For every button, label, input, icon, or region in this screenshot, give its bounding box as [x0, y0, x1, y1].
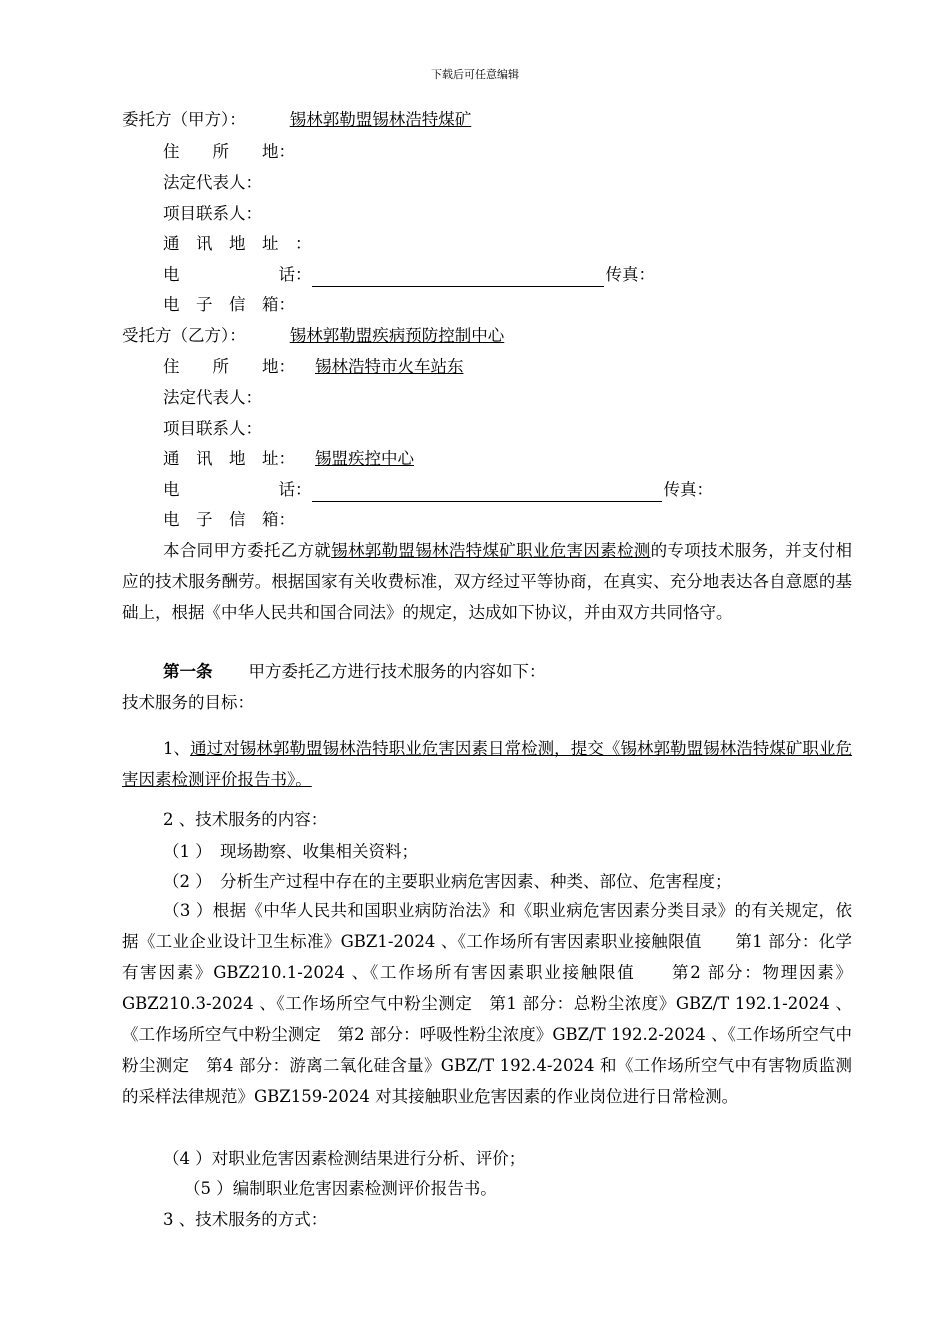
party-a-mail-label: 通 讯 地 址 ： — [163, 234, 312, 253]
party-a-phone-line — [163, 263, 655, 287]
page-header: 下载后可任意编辑 — [431, 68, 519, 81]
content-item-5: （5 ）编制职业危害因素检测评价报告书。 — [184, 1179, 497, 1198]
intro-paragraph: 本合同甲方委托乙方就锡林郭勒盟锡林浩特煤矿职业危害因素检测的专项技术服务，并支付相应的技术服务酬劳。根据国家有关收费标准，双方经过平等协商，在真实、充分地表达各自意愿的基础上，根据《中华人民共和国合同法》的规定，达成如下协议，并由双方共同恪守。 — [122, 541, 852, 622]
party-a-legal-rep-label: 法定代表人： — [163, 173, 262, 192]
method-label: 3 、技术服务的方式： — [163, 1210, 328, 1229]
party-b-line — [122, 324, 504, 348]
content-item-4: （4 ）对职业危害因素检测结果进行分析、评价； — [163, 1149, 526, 1168]
party-b-mail-label: 通 讯 地 址： — [163, 449, 295, 468]
party-b-mail: 锡盟疾控中心 — [315, 449, 414, 468]
goal-1: 1、通过对锡林郭勒盟锡林浩特职业危害因素日常检测，提交《锡林郭勒盟锡林浩特煤矿职业危害因素检测评价报告书》。 — [122, 739, 853, 789]
article-1-text: 甲方委托乙方进行技术服务的内容如下： — [248, 662, 546, 681]
party-a-contact-label: 项目联系人： — [163, 204, 262, 223]
content-label: 2 、技术服务的内容： — [163, 810, 328, 829]
content-item-1: （1 ） 现场勘察、收集相关资料； — [163, 842, 418, 861]
party-b-fax-label: 传真： — [663, 480, 713, 499]
party-a-fax-label: 传真： — [605, 265, 655, 284]
party-b-mail-line — [163, 447, 414, 471]
party-a-phone-blank — [312, 268, 604, 287]
article-1-heading: 第一条 — [163, 662, 213, 681]
party-b-phone-label: 电 话： — [163, 480, 312, 499]
party-b-phone-blank — [312, 483, 662, 502]
party-b-name: 锡林郭勒盟疾病预防控制中心 — [289, 326, 505, 345]
party-b-phone-line — [163, 478, 713, 502]
party-b-address: 锡林浩特市火车站东 — [315, 357, 464, 376]
article-1-line — [163, 660, 546, 684]
goal-label: 技术服务的目标： — [122, 693, 254, 712]
party-a-address-label: 住 所 地： — [163, 142, 295, 161]
content-item-2: （2 ） 分析生产过程中存在的主要职业病危害因素、种类、部位、危害程度； — [163, 872, 732, 891]
content-item-3: （3 ）根据《中华人民共和国职业病防治法》和《职业病危害因素分类目录》的有关规定，依据《工业企业设计卫生标准》GBZ1-2024 、《工作场所有害因素职业接触限值 第1 部分：化学有害因素》GBZ210.1-2024 、《工作场所有害因素职业接触限值 第2 部分：物理因素》GBZ210.3-2024 、《工作场所空气中粉尘测定 第1 部分：总粉尘浓度》GBZ/T 192.1-2024 、《工作场所空气中粉尘测定 第2 部分：呼吸性粉尘浓度》GBZ/T 192.2-2024 、《工作场所空气中粉尘测定 第4 部分：游离二氧化硅含量》GBZ/T 192.4-2024 和《工作场所空气中有害物质监测的采样法律规范》GBZ159-2024 对其接触职业危害因素的作业岗位进行日常检测。 — [122, 901, 852, 1106]
party-b-contact-label: 项目联系人： — [163, 419, 262, 438]
party-a-email-label: 电 子 信 箱： — [163, 295, 295, 314]
party-b-legal-rep-label: 法定代表人： — [163, 388, 262, 407]
party-b-address-line — [163, 355, 464, 379]
party-a-name: 锡林郭勒盟锡林浩特煤矿 — [289, 110, 472, 129]
party-a-phone-label: 电 话： — [163, 265, 312, 284]
party-a-title: 委托方（甲方）： — [122, 110, 246, 129]
party-b-address-label: 住 所 地： — [163, 357, 295, 376]
party-b-email-label: 电 子 信 箱： — [163, 510, 295, 529]
party-b-title: 受托方（乙方）： — [122, 326, 246, 345]
party-a-line — [122, 108, 471, 132]
